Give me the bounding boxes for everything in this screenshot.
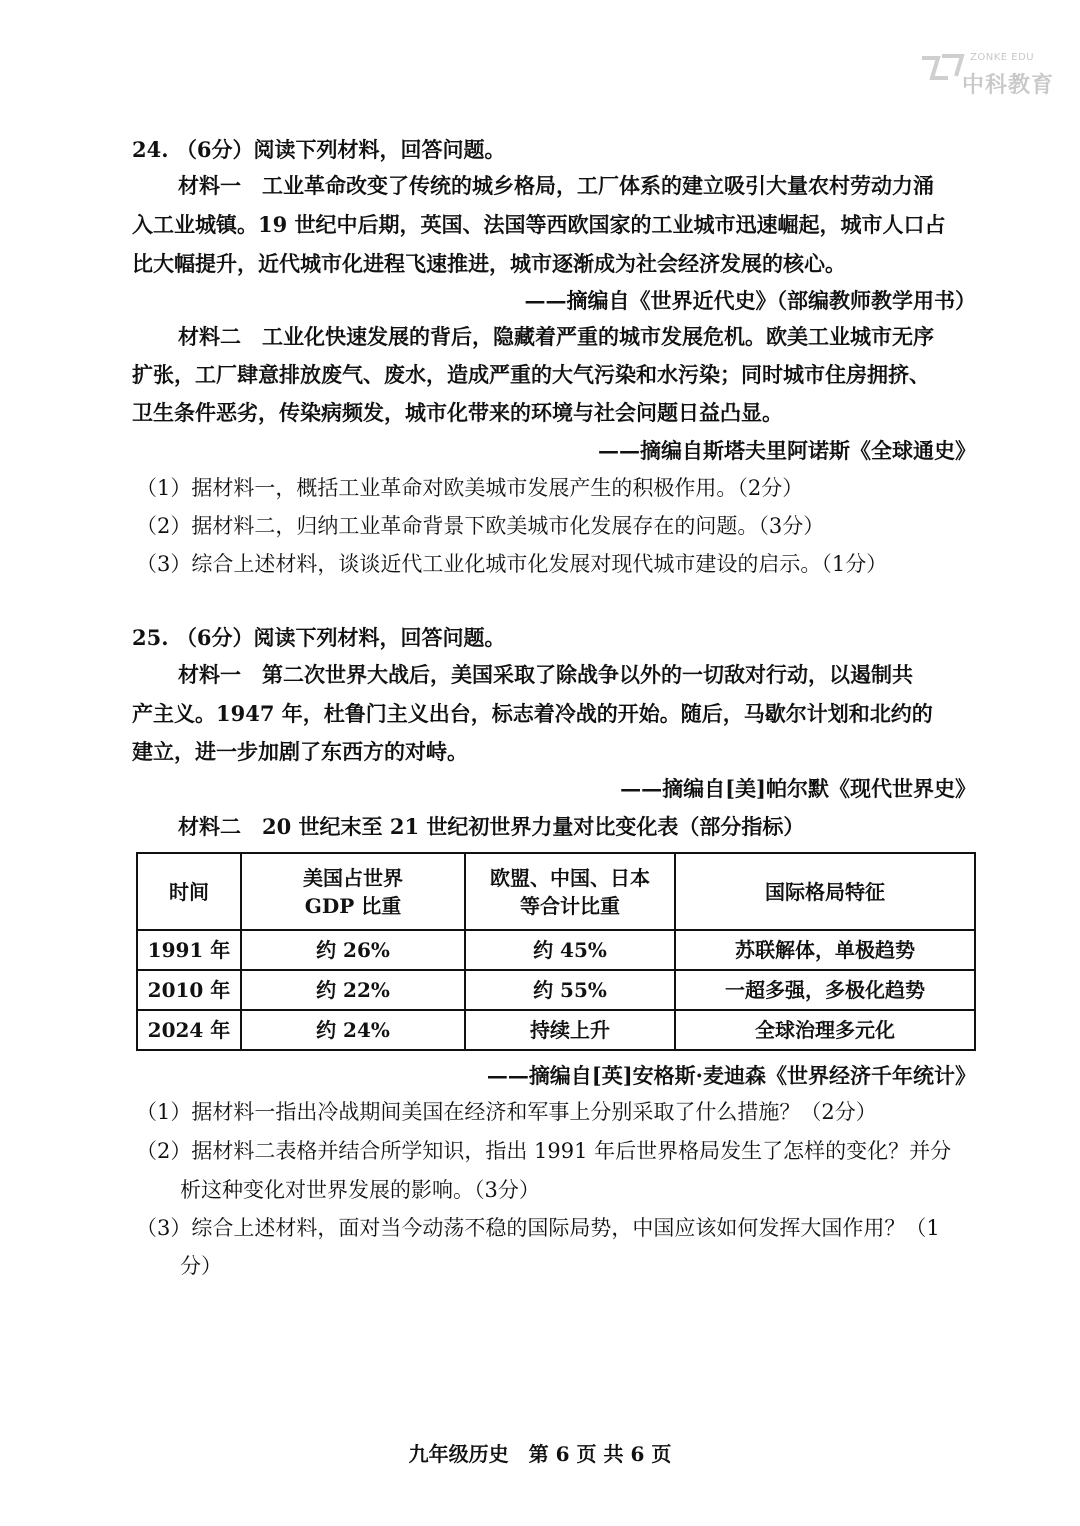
q24-question2: （2）据材料二，归纳工业革命背景下欧美城市化发展存在的问题。（3分） <box>136 514 825 538</box>
q25-question2-line1: （2）据材料二表格并结合所学知识，指出 1991 年后世界格局发生了怎样的变化？并分 <box>136 1139 952 1163</box>
q25-heading: 25. （6分）阅读下列材料，回答问题。 <box>132 625 506 650</box>
q24-material1-line3: 比大幅提升，近代城市化进程飞速推进，城市逐渐成为社会经济发展的核心。 <box>132 251 846 276</box>
table-cell-eu-cn-jp: 约 45% <box>465 930 675 970</box>
q25-question3-line2: 分） <box>180 1254 222 1278</box>
q25-question1: （1）据材料一指出冷战期间美国在经济和军事上分别采取了什么措施？（2分） <box>136 1100 877 1124</box>
q24-material2-line2: 扩张，工厂肆意排放废气、废水，造成严重的大气污染和水污染；同时城市住房拥挤、 <box>132 362 930 387</box>
table-cell-us-gdp: 约 22% <box>241 970 465 1010</box>
q25-material1-source: ——摘编自[美]帕尔默《现代世界史》 <box>620 776 976 801</box>
q25-material2-source: ——摘编自[英]安格斯·麦迪森《世界经济千年统计》 <box>486 1063 976 1088</box>
table-row <box>137 1010 975 1050</box>
table-cell-us-gdp: 约 26% <box>241 930 465 970</box>
page-footer: 九年级历史 第 6 页 共 6 页 <box>408 1442 672 1466</box>
watermark-brand-cn: 中科教育 <box>962 73 1055 98</box>
brand-logo-icon <box>918 50 966 86</box>
table-row <box>137 970 975 1010</box>
table-cell-time: 2010 年 <box>137 970 241 1010</box>
table-header-eu-cn-jp-line1: 欧盟、中国、日本 <box>490 865 650 890</box>
table-row <box>137 930 975 970</box>
q25-material2-title: 材料二 20 世纪末至 21 世纪初世界力量对比变化表（部分指标） <box>178 814 805 839</box>
watermark-logo <box>918 44 1058 110</box>
q24-material2-source: ——摘编自斯塔夫里阿诺斯《全球通史》 <box>598 438 976 463</box>
table-cell-eu-cn-jp: 持续上升 <box>465 1010 675 1050</box>
table-cell-pattern: 一超多强，多极化趋势 <box>675 970 975 1010</box>
q24-material2-line3: 卫生条件恶劣，传染病频发，城市化带来的环境与社会问题日益凸显。 <box>132 400 783 425</box>
table-header-eu-cn-jp <box>465 853 675 930</box>
table-header-row <box>137 853 975 930</box>
table-header-us-gdp <box>241 853 465 930</box>
table-header-eu-cn-jp-line2: 等合计比重 <box>520 893 620 918</box>
table-cell-time: 1991 年 <box>137 930 241 970</box>
table-header-time: 时间 <box>137 853 241 930</box>
q25-material1-line1: 材料一 第二次世界大战后，美国采取了除战争以外的一切敌对行动，以遏制共 <box>178 662 913 687</box>
table-cell-time: 2024 年 <box>137 1010 241 1050</box>
q24-question3: （3）综合上述材料，谈谈近代工业化城市化发展对现代城市建设的启示。（1分） <box>136 552 888 576</box>
watermark-brand-en: ZONKE EDU <box>970 52 1035 63</box>
q24-material1-source: ——摘编自《世界近代史》（部编教师教学用书） <box>524 288 976 313</box>
q25-material1-line3: 建立，进一步加剧了东西方的对峙。 <box>132 739 468 764</box>
world-power-table <box>136 852 976 1051</box>
q24-question1: （1）据材料一，概括工业革命对欧美城市发展产生的积极作用。（2分） <box>136 476 804 500</box>
q25-question2-line2: 析这种变化对世界发展的影响。（3分） <box>180 1178 540 1202</box>
table-cell-pattern: 全球治理多元化 <box>675 1010 975 1050</box>
q24-material1-line2: 入工业城镇。19 世纪中后期，英国、法国等西欧国家的工业城市迅速崛起，城市人口占 <box>132 212 946 237</box>
table-header-us-gdp-line2: GDP 比重 <box>304 893 402 918</box>
table-header-us-gdp-line1: 美国占世界 <box>303 865 403 890</box>
q24-heading: 24. （6分）阅读下列材料，回答问题。 <box>132 137 506 162</box>
q25-question3-line1: （3）综合上述材料，面对当今动荡不稳的国际局势，中国应该如何发挥大国作用？（1 <box>136 1216 940 1240</box>
q24-material1-line1: 材料一 工业革命改变了传统的城乡格局，工厂体系的建立吸引大量农村劳动力涌 <box>178 173 934 198</box>
table-cell-eu-cn-jp: 约 55% <box>465 970 675 1010</box>
table-cell-pattern: 苏联解体，单极趋势 <box>675 930 975 970</box>
q25-material1-line2: 产主义。1947 年，杜鲁门主义出台，标志着冷战的开始。随后，马歇尔计划和北约的 <box>132 701 933 726</box>
table-cell-us-gdp: 约 24% <box>241 1010 465 1050</box>
table-header-pattern: 国际格局特征 <box>675 853 975 930</box>
q24-material2-line1: 材料二 工业化快速发展的背后，隐藏着严重的城市发展危机。欧美工业城市无序 <box>178 324 934 349</box>
